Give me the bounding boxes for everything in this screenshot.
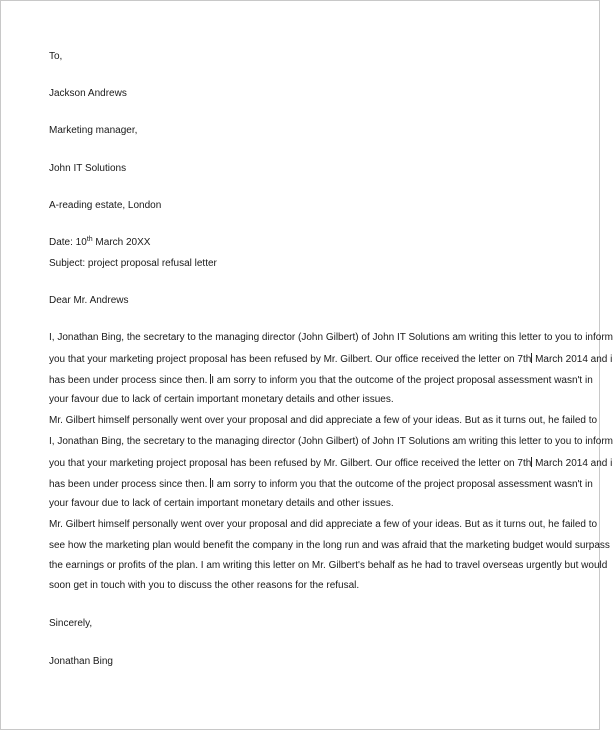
- body-text: has been under process since then.: [49, 375, 211, 386]
- signature: Jonathan Bing: [49, 656, 113, 667]
- body-line: I, Jonathan Bing, the secretary to the managing director (John Gilbert) of John IT Solutions am writing this letter to you to inform: [49, 436, 613, 447]
- body-line: I, Jonathan Bing, the secretary to the managing director (John Gilbert) of John IT Solutions am writing this letter to you to inform: [49, 332, 613, 343]
- body-text: I am sorry to inform you that the outcome of the project proposal assessment wasn't in: [211, 375, 593, 386]
- body-line: [49, 478, 593, 491]
- date-ordinal: th: [86, 236, 93, 243]
- body-line: [49, 374, 593, 387]
- closing: Sincerely,: [49, 618, 93, 629]
- date-suffix: March 20XX: [92, 237, 151, 248]
- date-prefix: Date: 10: [49, 237, 87, 248]
- recipient-title: Marketing manager,: [49, 125, 138, 136]
- recipient-address: A-reading estate, London: [49, 200, 162, 211]
- body-line: your favour due to lack of certain important monetary details and other issues.: [49, 498, 394, 509]
- recipient-company: John IT Solutions: [49, 163, 127, 174]
- body-line: Mr. Gilbert himself personally went over your proposal and did appreciate a few of your ideas. But as it turns out, he failed to: [49, 519, 598, 530]
- salutation-to: To,: [49, 51, 63, 62]
- subject-line: Subject: project proposal refusal letter: [49, 258, 217, 269]
- body-line: the earnings or profits of the plan. I am writing this letter on Mr. Gilbert's behalf as he had to travel overseas urgently but would: [49, 560, 608, 571]
- body-text: March 2014 and i: [532, 354, 613, 365]
- body-text: I am sorry to inform you that the outcome of the project proposal assessment wasn't in: [211, 479, 593, 490]
- body-text: you that your marketing project proposal has been refused by Mr. Gilbert. Our office received the letter on 7th: [49, 354, 532, 365]
- greeting: Dear Mr. Andrews: [49, 295, 129, 306]
- body-text: has been under process since then.: [49, 479, 211, 490]
- body-text: you that your marketing project proposal has been refused by Mr. Gilbert. Our office received the letter on 7th: [49, 458, 532, 469]
- body-line: see how the marketing plan would benefit the company in the long run and was afraid that the marketing budget would surpass: [49, 540, 610, 551]
- recipient-name: Jackson Andrews: [49, 88, 127, 99]
- body-line: [49, 457, 612, 470]
- body-text: March 2014 and i: [532, 458, 613, 469]
- body-line: soon get in touch with you to discuss the other reasons for the refusal.: [49, 580, 360, 591]
- body-line: your favour due to lack of certain important monetary details and other issues.: [49, 394, 394, 405]
- date-line: [49, 237, 150, 249]
- body-line: Mr. Gilbert himself personally went over your proposal and did appreciate a few of your ideas. But as it turns out, he failed to: [49, 415, 598, 426]
- body-line: [49, 353, 612, 366]
